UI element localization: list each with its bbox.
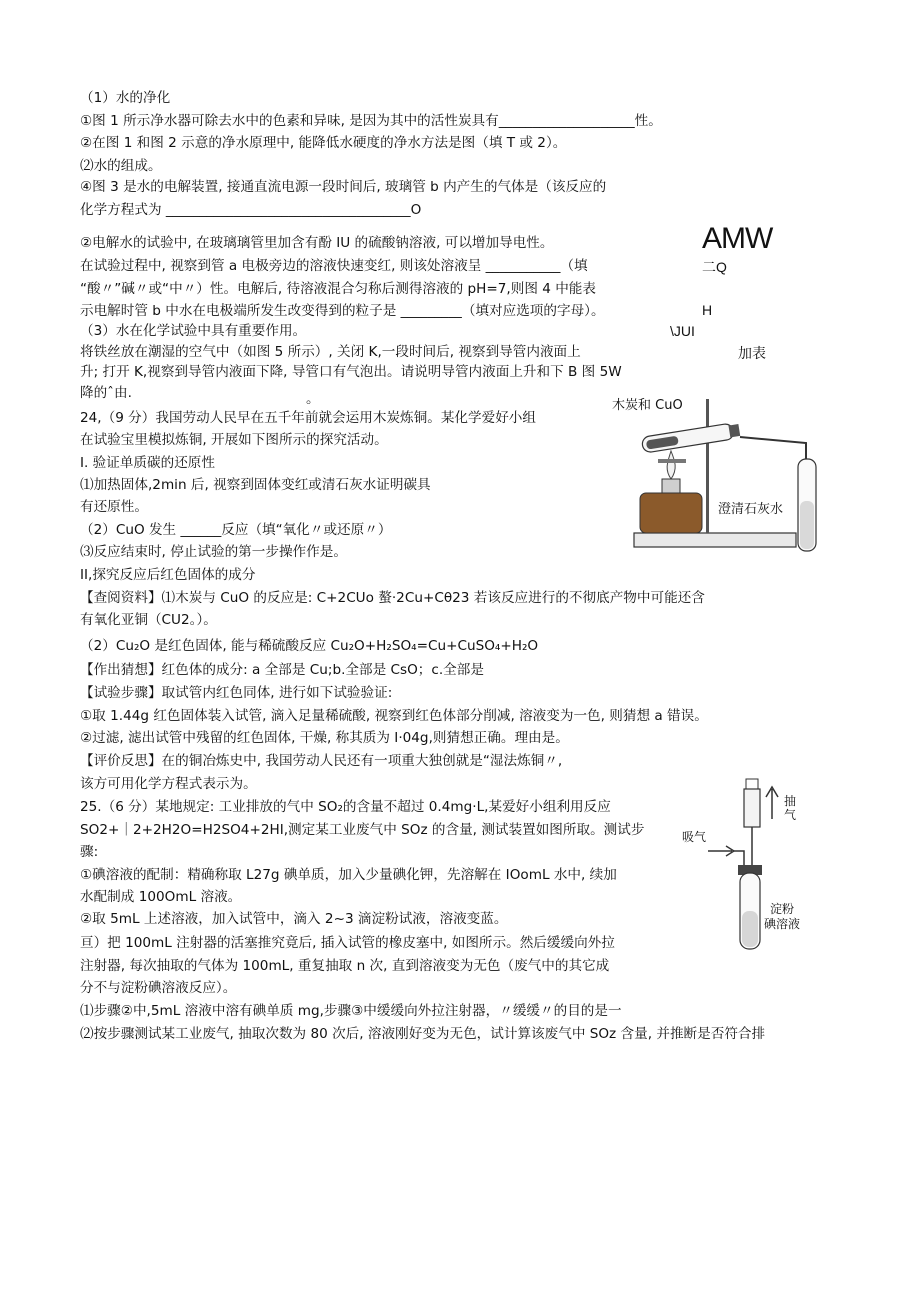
text-line: ⑶反应结束时, 停止试验的第一步操作作是。	[80, 544, 347, 560]
text-line: “酸〃”碱〃或“中〃）性。电解后, 待溶液混合匀称后测得溶液的 pH=7,则图 4 中能表	[80, 281, 596, 297]
text-line: 骤:	[80, 844, 99, 860]
lamp-neck	[662, 479, 680, 493]
side-mark-er-q: 二Q	[702, 259, 727, 275]
text-line: ②在图 1 和图 2 示意的净水原理中, 能降低水硬度的净水方法是图（填 T 或 2）。	[80, 135, 567, 151]
alcohol-lamp-base	[640, 493, 702, 533]
label-starch-iodine-solution: 淀粉碘溶液	[764, 902, 801, 931]
text-line: 【作出猜想】红色体的成分: a 全部是 Cu;b.全部是 CsO；c.全部是	[80, 662, 484, 678]
text-line: 有还原性。	[80, 499, 148, 515]
text-line: 【查阅资料】⑴木炭与 CuO 的反应是: C+2CUo 螯·2Cu+Cθ23 若该反应进行的不彻底产物中可能还含	[80, 590, 705, 606]
text-line: 在试验过程中, 视察到管 a 电极旁边的溶液快速变红, 则该处溶液呈 ___________（填	[80, 258, 588, 274]
text-line: SO2+｜2+2H2O=H2SO4+2HI,测定某工业废气中 SOz 的含量, 测试装置如图所取。测试步	[80, 822, 645, 838]
text-line: 在试验宝里模拟炼铜, 开展如下图所示的探究活动。	[80, 432, 388, 448]
question-25-title: 25.（6 分）某地规定: 工业排放的气中 SO₂的含量不超过 0.4mg·L,某爱好小组利用反应	[80, 799, 611, 815]
label-intake: 吸气	[682, 830, 707, 844]
text-line: ⑵按步骤测试某工业废气, 抽取次数为 80 次后, 溶液刚好变为无色，试计算该废气中 SOz 含量, 并推断是否符合排	[80, 1026, 766, 1042]
label-limewater: 澄清石灰水	[718, 502, 784, 517]
text-line: ⑴步骤②中,5mL 溶液中溶有碘单质 mg,步骤③中缓缓向外拉注射器，〃缓缓〃的目的是一	[80, 1003, 622, 1019]
tripod-ring	[658, 459, 686, 463]
text-line: 有氧化亚铜（CU2。）。	[80, 612, 217, 628]
text-line: 注射器, 每次抽取的气体为 100mL, 重复抽取 n 次, 直到溶液变为无色（废气中的其它成	[80, 958, 610, 974]
text-line: 化学方程式为 ____________________________________O	[80, 202, 422, 218]
text-line: ①取 1.44g 红色固体装入试管, 滴入足量稀硫酸, 视察到红色体部分削减, 溶液变为一色, 则猜想 a 错误。	[80, 708, 708, 724]
text-line: ①图 1 所示净水器可除去水中的色素和异味, 是因为其中的活性炭具有____________________性。	[80, 113, 662, 129]
text-line: （2）CuO 发生 ______反应（填“氧化〃或还原〃）	[80, 522, 392, 538]
text-line: （2）Cu₂O 是红色固体, 能与稀硫酸反应 Cu₂O+H₂SO₄=Cu+CuSO₄+H₂O	[80, 638, 539, 654]
side-mark-h: H	[702, 302, 713, 318]
heading-water-composition: ⑵水的组成。	[80, 158, 162, 174]
text-line: 将铁丝放在潮湿的空气中（如图 5 所示）, 关闭 K,一段时间后, 视察到导管内液面上	[80, 344, 581, 360]
copper-reduction-apparatus-figure	[612, 393, 830, 556]
stand-rod	[706, 399, 709, 533]
text-line: ①碘溶液的配制：精确称取 L27g 碘单质，加入少量碘化钾，先溶解在 IOomL 水中, 续加	[80, 867, 617, 883]
syringe-barrel	[744, 789, 760, 827]
text-line: I. 验证单质碳的还原性	[80, 455, 215, 471]
text-line: 该方可用化学方程式表示为。	[80, 776, 257, 792]
text-line: 亘）把 100mL 注射器的活塞推究竟后, 插入试管的橡皮塞中, 如图所示。然后缓缓向外拉	[80, 935, 615, 951]
starch-iodine-solution	[742, 911, 758, 947]
trailing-dot: 。	[306, 391, 320, 407]
side-mark-jiabiao: 加表	[738, 346, 766, 362]
text-line: 【评价反思】在的铜冶炼史中, 我国劳动人民还有一项重大独创就是“湿法炼铜〃,	[80, 753, 563, 769]
text-line: 水配制成 100OmL 溶液。	[80, 889, 242, 905]
text-line: ⑴加热固体,2min 后, 视察到固体变红或清石灰水证明碳具	[80, 477, 431, 493]
text-line: 降的ˆ由.	[80, 385, 132, 401]
intake-arrow	[708, 846, 734, 856]
pull-arrow	[766, 787, 778, 819]
limewater	[800, 501, 814, 549]
text-line: II,探究反应后红色固体的成分	[80, 567, 256, 583]
so2-test-apparatus-figure	[680, 775, 830, 953]
label-charcoal-cuo: 木炭和 CuO	[612, 398, 683, 413]
text-line: ②过滤, 滤出试管中残留的红色固体, 干燥, 称其质为 I·04g,则猜想正确。理由是。	[80, 730, 569, 746]
flame	[667, 451, 675, 479]
text-line: ②电解水的试验中, 在玻璃璃管里加含有酚 IU 的硫酸钠溶液, 可以增加导电性。	[80, 235, 554, 251]
side-mark-amw	[702, 222, 772, 256]
apparatus-base	[634, 533, 796, 547]
side-mark-amw-text: AMW	[702, 222, 773, 255]
side-mark-jui: \JUI	[670, 323, 695, 339]
text-line: 分不与淀粉碘溶液反应）。	[80, 980, 237, 996]
syringe-plunger	[746, 779, 758, 789]
text-line: 升; 打开 K,视察到导管内液面下降, 导管口有气泡出。请说明导管内液面上升和下 B 图 5W	[80, 364, 622, 380]
text-line: 示电解时管 b 中水在电极端所发生改变得到的粒子是 _________（填对应选项的字母）。	[80, 303, 605, 319]
test-tube	[641, 422, 740, 453]
text-line: ②取 5mL 上述溶液，加入试管中，滴入 2~3 滴淀粉试液，溶液变蓝。	[80, 911, 508, 927]
text-line: ④图 3 是水的电解装置, 接通直流电源一段时间后, 玻璃管 b 内产生的气体是（该反应的	[80, 179, 607, 195]
label-pull: 抽气	[784, 794, 797, 822]
heading-water-purification: （1）水的净化	[80, 90, 171, 106]
question-24-title: 24,（9 分）我国劳动人民早在五千年前就会运用木炭炼铜。某化学爱好小组	[80, 410, 536, 426]
text-line: 【试验步骤】取试管内红色同体, 进行如下试验验证:	[80, 685, 393, 701]
text-line: （3）水在化学试验中具有重要作用。	[80, 323, 307, 339]
